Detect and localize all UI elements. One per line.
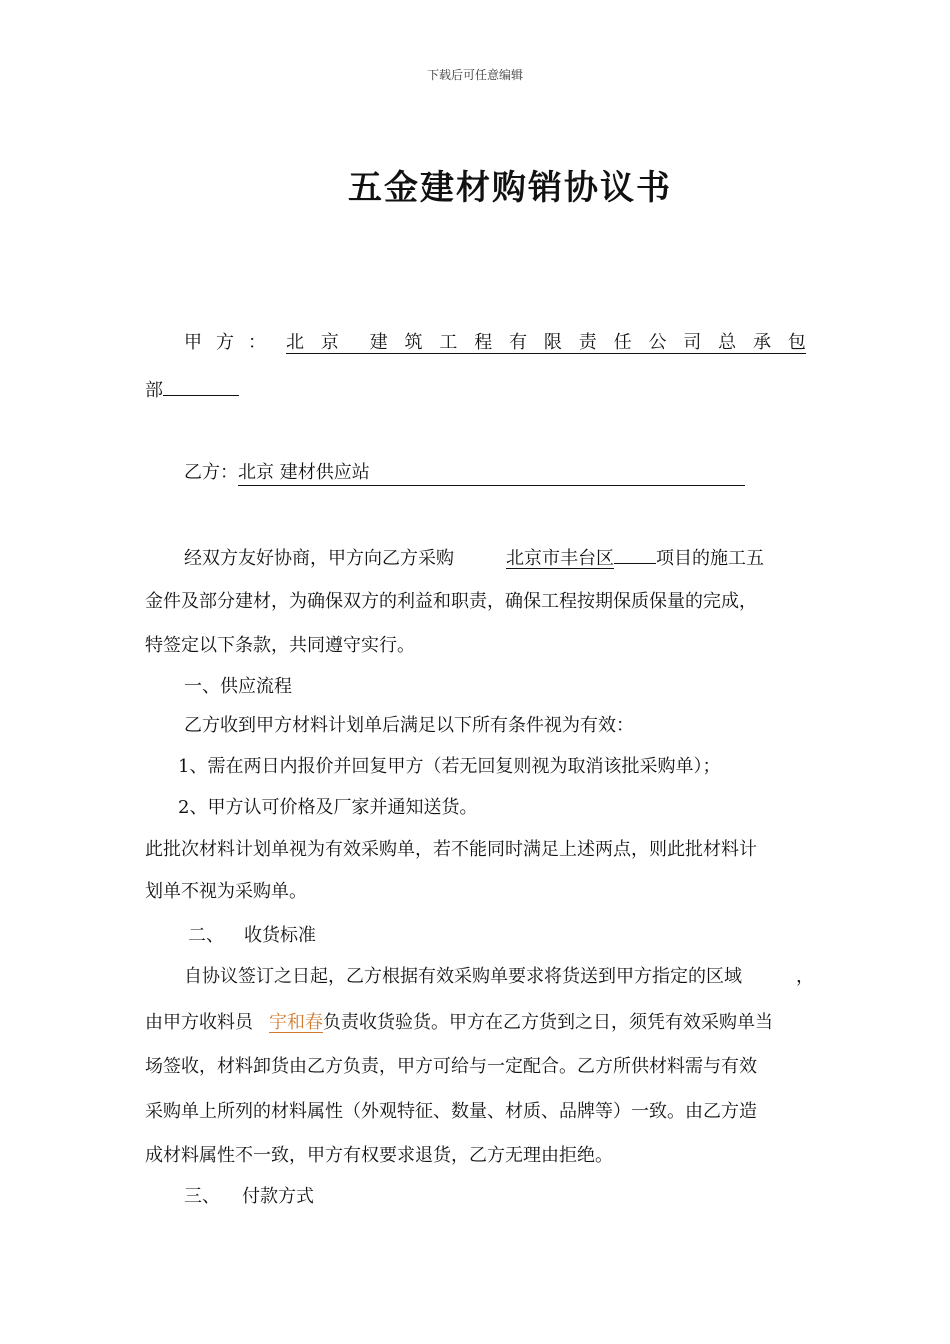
party-a-name-char: 公 [648, 332, 667, 353]
party-a-name-char: 程 [474, 332, 493, 353]
section-1-line-3: 2、甲方认可价格及厂家并通知送货。 [178, 797, 478, 818]
section-2-title: 收货标准 [244, 925, 316, 946]
section-2-line-2 [145, 1011, 773, 1035]
party-b-value-wrap [238, 461, 745, 486]
section-1-title: 一、供应流程 [184, 676, 292, 697]
intro-l1-post: 项目的施工五 [656, 548, 764, 569]
section-3-heading [184, 1185, 314, 1209]
section-2-number: 二、 [188, 925, 224, 946]
party-a-name-char: 限 [543, 332, 562, 353]
section-1-line-1: 乙方收到甲方材料计划单后满足以下所有条件视为有效： [184, 715, 634, 736]
section-2-l2-post: 负责收货验货。甲方在乙方货到之日，须凭有效采购单当 [323, 1012, 773, 1033]
intro-l1-pre: 经双方友好协商，甲方向乙方采购 [184, 548, 454, 569]
party-b-label: 乙方： [184, 462, 238, 483]
party-a-continuation: 部 [145, 380, 163, 401]
party-a-name-char: 京 [320, 332, 339, 353]
party-b-value: 北京 建材供应站 [238, 462, 370, 483]
party-a-blank [163, 377, 239, 396]
section-2-heading [188, 924, 316, 948]
party-a-name-char: 北 [286, 332, 304, 353]
party-a-name-char: 包 [787, 332, 806, 353]
intro-l1-location: 北京市丰台区 [506, 548, 614, 569]
section-2-l1-text: 自协议签订之日起，乙方根据有效采购单要求将货送到甲方指定的区域 [184, 966, 742, 987]
intro-line-3: 特签定以下条款，共同遵守实行。 [145, 635, 415, 656]
party-a-name-char: 司 [683, 332, 702, 353]
section-1-line-4: 此批次材料计划单视为有效采购单，若不能同时满足上述两点，则此批材料计 [145, 839, 757, 860]
party-a-name [286, 331, 806, 354]
party-b-line [184, 461, 745, 486]
party-a-name-char: 建 [369, 332, 388, 353]
receiver-name: 宇和春 [269, 1012, 323, 1033]
party-a-name-char: 工 [439, 332, 458, 353]
section-2-line-4: 采购单上所列的材料属性（外观特征、数量、材质、品牌等）一致。由乙方造 [145, 1101, 757, 1122]
section-1-line-2: 1、需在两日内报价并回复甲方（若无回复则视为取消该批采购单）； [178, 756, 721, 777]
page-header-note: 下载后可任意编辑 [426, 68, 523, 82]
section-3-number: 三、 [184, 1186, 220, 1207]
intro-line-2: 金件及部分建材，为确保双方的利益和职责，确保工程按期保质保量的完成， [145, 591, 757, 612]
party-a-name-char: 有 [509, 332, 528, 353]
party-a-name-char: 责 [578, 332, 597, 353]
party-a-name-char: 筑 [404, 332, 423, 353]
intro-blank [614, 545, 656, 564]
section-2-l2-pre: 由甲方收料员 [145, 1012, 253, 1033]
party-a-label: 甲方： [184, 332, 280, 353]
party-a-line [184, 331, 806, 355]
section-3-title: 付款方式 [242, 1186, 314, 1207]
section-2-l1-end: ， [796, 966, 814, 987]
section-2-line-1 [184, 965, 814, 989]
intro-line-1 [184, 545, 764, 571]
party-a-name-char: 任 [613, 332, 632, 353]
section-2-line-3: 场签收，材料卸货由乙方负责，甲方可给与一定配合。乙方所供材料需与有效 [145, 1056, 757, 1077]
party-a-continuation-line [145, 377, 239, 403]
party-a-name-char: 总 [718, 332, 737, 353]
document-title: 五金建材购销协议书 [348, 168, 672, 208]
section-1-line-5: 划单不视为采购单。 [145, 881, 307, 902]
party-a-name-char: 承 [752, 332, 771, 353]
section-2-line-5: 成材料属性不一致，甲方有权要求退货，乙方无理由拒绝。 [145, 1145, 613, 1166]
